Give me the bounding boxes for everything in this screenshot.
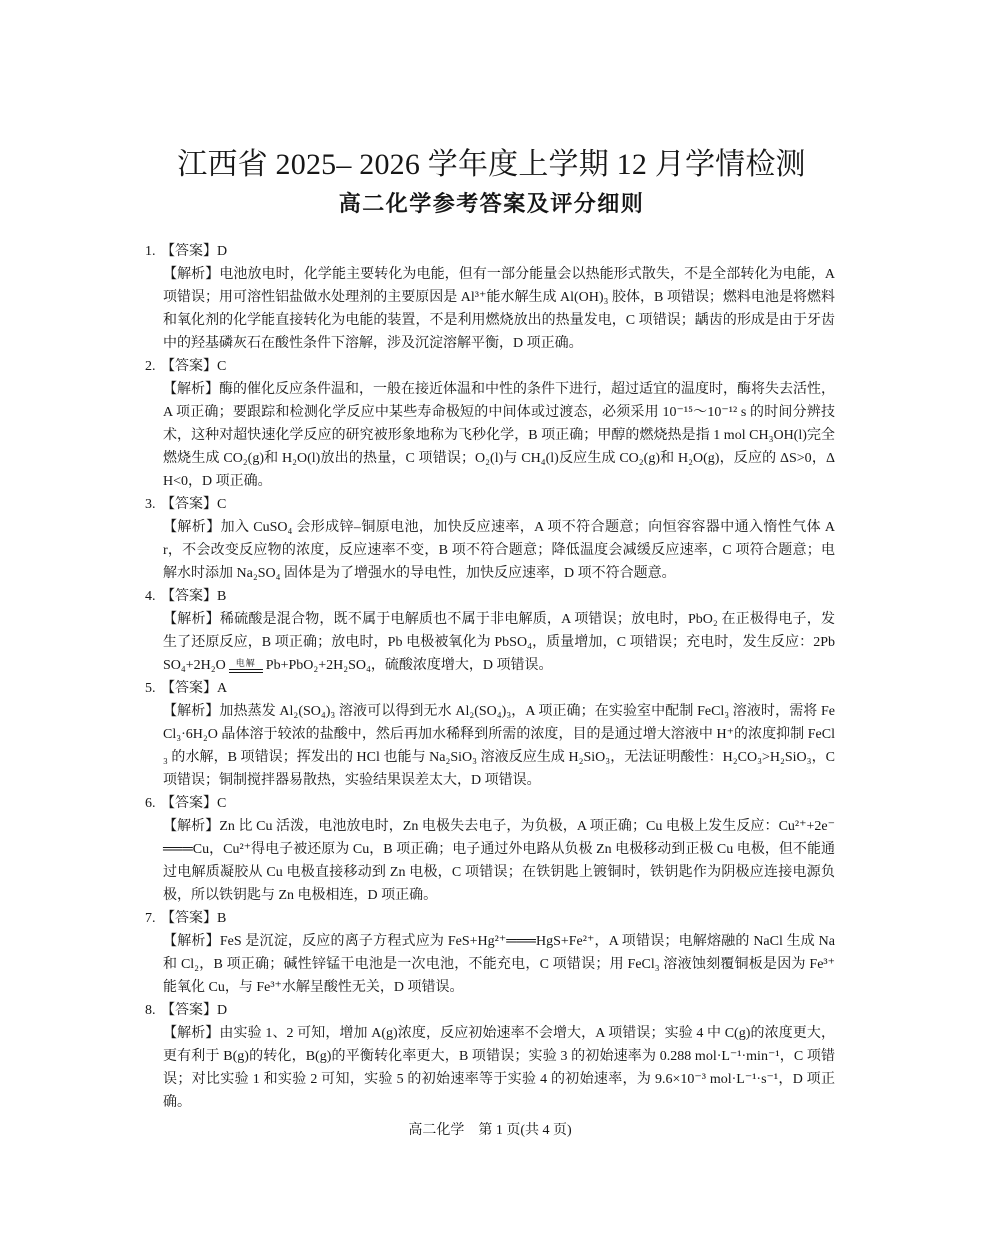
answer-row	[145, 792, 835, 815]
question-number: 1.	[145, 244, 156, 259]
answer-row	[145, 585, 835, 608]
answer-label: 【答案】	[161, 681, 217, 696]
analysis-paragraph	[145, 815, 835, 907]
analysis-label: 【解析】	[163, 934, 220, 949]
answer-item	[145, 907, 835, 999]
answer-row	[145, 240, 835, 263]
analysis-text: 电池放电时，化学能主要转化为电能，但有一部分能量会以热能形式散失，不是全部转化为电能，A 项错误；用可溶性铝盐做水处理剂的主要原因是 Al³⁺能水解生成 Al(OH)₃ 胶体，B 项错误；燃料电池是将燃料和氧化剂的化学能直接转化为电能的装置，不是利用燃烧放出的热量发电，C 项错误；龋齿的形成是由于牙齿中的羟基磷灰石在酸性条件下溶解，涉及沉淀溶解平衡，D 项正确。	[163, 267, 836, 351]
document-title: 江西省 2025– 2026 学年度上学期 12 月学情检测	[177, 148, 806, 181]
question-number: 6.	[145, 796, 156, 811]
analysis-text: 加入 CuSO₄ 会形成锌–铜原电池，加快反应速率，A 项不符合题意；向恒容容器中通入惰性气体 Ar，不会改变反应物的浓度，反应速率不变，B 项不符合题意；降低温度会减缓反应速率，C 项符合题意；电解水时添加 Na₂SO₄ 固体是为了增强水的导电性，加快反应速率，D 项不符合题意。	[163, 520, 836, 581]
analysis-paragraph	[145, 1022, 835, 1114]
answer-item	[145, 240, 835, 355]
answer-letter: B	[217, 911, 227, 926]
answer-row	[145, 493, 835, 516]
answer-letter: D	[217, 244, 228, 259]
analysis-text: FeS 是沉淀，反应的离子方程式应为 FeS+Hg²⁺═══HgS+Fe²⁺，A 项错误；电解熔融的 NaCl 生成 Na 和 Cl₂，B 项正确；碱性锌锰干电池是一次电池，不能充电，C 项错误；用 FeCl₃ 溶液蚀刻覆铜板是因为 Fe³⁺能氧化 Cu，与 Fe³⁺水解呈酸性无关，D 项错误。	[163, 934, 836, 995]
analysis-text: 稀硫酸是混合物，既不属于电解质也不属于非电解质，A 项错误；放电时，PbO₂ 在正极得电子，发生了还原反应，B 项正确；放电时，Pb 电极被氧化为 PbSO₄，质量增加，C 项错误；充电时，发生反应：2PbSO₄+2H₂O	[163, 612, 836, 673]
analysis-label: 【解析】	[163, 267, 220, 282]
answer-item	[145, 585, 835, 677]
analysis-label: 【解析】	[163, 612, 220, 627]
analysis-paragraph	[145, 378, 835, 493]
analysis-label: 【解析】	[163, 382, 219, 397]
analysis-paragraph	[145, 608, 835, 677]
analysis-label: 【解析】	[163, 819, 220, 834]
document-header	[0, 0, 983, 220]
electrolysis-equals-sign	[229, 658, 263, 673]
answer-letter: A	[217, 681, 228, 696]
answer-letter: C	[217, 359, 227, 374]
answer-label: 【答案】	[161, 911, 217, 926]
answer-letter: D	[217, 1003, 228, 1018]
analysis-paragraph	[145, 516, 835, 585]
question-number: 7.	[145, 911, 156, 926]
answer-item	[145, 493, 835, 585]
answer-item	[145, 999, 835, 1114]
analysis-text: 酶的催化反应条件温和，一般在接近体温和中性的条件下进行，超过适宜的温度时，酶将失去活性，A 项正确；要跟踪和检测化学反应中某些寿命极短的中间体或过渡态，必须采用 10⁻¹⁵～10⁻¹² s 的时间分辨技术，这种对超快速化学反应的研究被形象地称为飞秒化学，B 项正确；甲醇的燃烧热是指 1 mol CH₃OH(l)完全燃烧生成 CO₂(g)和 H₂O(l)放出的热量，C 项错误；O₂(l)与 CH₄(l)反应生成 CO₂(g)和 H₂O(g)，反应的 ΔS>0，ΔH<0，D 项正确。	[163, 382, 835, 489]
answer-label: 【答案】	[161, 359, 217, 374]
analysis-text-continued: Pb+PbO₂+2H₂SO₄，硫酸浓度增大，D 项错误。	[265, 658, 553, 673]
answer-item	[145, 677, 835, 792]
answer-label: 【答案】	[161, 1003, 217, 1018]
document-subtitle: 高二化学参考答案及评分细则	[338, 192, 645, 217]
answer-list	[145, 240, 835, 1142]
analysis-label: 【解析】	[163, 1026, 220, 1041]
analysis-text: 加热蒸发 Al₂(SO₄)₃ 溶液可以得到无水 Al₂(SO₄)₃，A 项正确；在实验室中配制 FeCl₃ 溶液时，需将 FeCl₃·6H₂O 晶体溶于较浓的盐酸中，然后再加水稀释到所需的浓度，目的是通过增大溶液中 H⁺的浓度抑制 FeCl₃ 的水解，B 项错误；挥发出的 HCl 也能与 Na₂SiO₃ 溶液反应生成 H₂SiO₃，无法证明酸性：H₂CO₃>H₂SiO₃，C 项错误；铜制搅拌器易散热，实验结果误差太大，D 项错误。	[163, 704, 836, 788]
answer-row	[145, 355, 835, 378]
analysis-label: 【解析】	[163, 520, 221, 535]
answer-letter: C	[217, 796, 227, 811]
analysis-paragraph	[145, 700, 835, 792]
analysis-label: 【解析】	[163, 704, 220, 719]
analysis-paragraph	[145, 930, 835, 999]
question-number: 8.	[145, 1003, 156, 1018]
answer-label: 【答案】	[161, 244, 217, 259]
reaction-condition: 电解	[235, 658, 256, 669]
answer-letter: C	[217, 497, 227, 512]
question-number: 3.	[145, 497, 156, 512]
double-line-equals	[229, 669, 263, 673]
question-number: 4.	[145, 589, 156, 604]
answer-item	[145, 792, 835, 907]
question-number: 2.	[145, 359, 156, 374]
page-footer: 高二化学 第 1 页(共 4 页)	[408, 1123, 572, 1138]
analysis-text: 由实验 1、2 可知，增加 A(g)浓度，反应初始速率不会增大，A 项错误；实验 4 中 C(g)的浓度更大，更有利于 B(g)的转化，B(g)的平衡转化率更大，B 项错误；实验 3 的初始速率为 0.288 mol·L⁻¹·min⁻¹，C 项错误；对比实验 1 和实验 2 可知，实验 5 的初始速率等于实验 4 的初始速率，为 9.6×10⁻³ mol·L⁻¹·s⁻¹，D 项正确。	[163, 1026, 836, 1110]
analysis-paragraph	[145, 263, 835, 355]
analysis-text: Zn 比 Cu 活泼，电池放电时，Zn 电极失去电子，为负极，A 项正确；Cu 电极上发生反应：Cu²⁺+2e⁻═══Cu，Cu²⁺得电子被还原为 Cu，B 项正确；电子通过外电路从负极 Zn 电极移动到正极 Cu 电极，但不能通过电解质凝胶从 Cu 电极直接移动到 Zn 电极，C 项错误；在铁钥匙上镀铜时，铁钥匙作为阴极应连接电源负极，所以铁钥匙与 Zn 电极相连，D 项正确。	[163, 819, 836, 903]
answer-row	[145, 907, 835, 930]
answer-row	[145, 999, 835, 1022]
answer-label: 【答案】	[161, 497, 217, 512]
answer-label: 【答案】	[161, 796, 217, 811]
answer-label: 【答案】	[161, 589, 217, 604]
answer-letter: B	[217, 589, 227, 604]
question-number: 5.	[145, 681, 156, 696]
answer-item	[145, 355, 835, 493]
answer-row	[145, 677, 835, 700]
